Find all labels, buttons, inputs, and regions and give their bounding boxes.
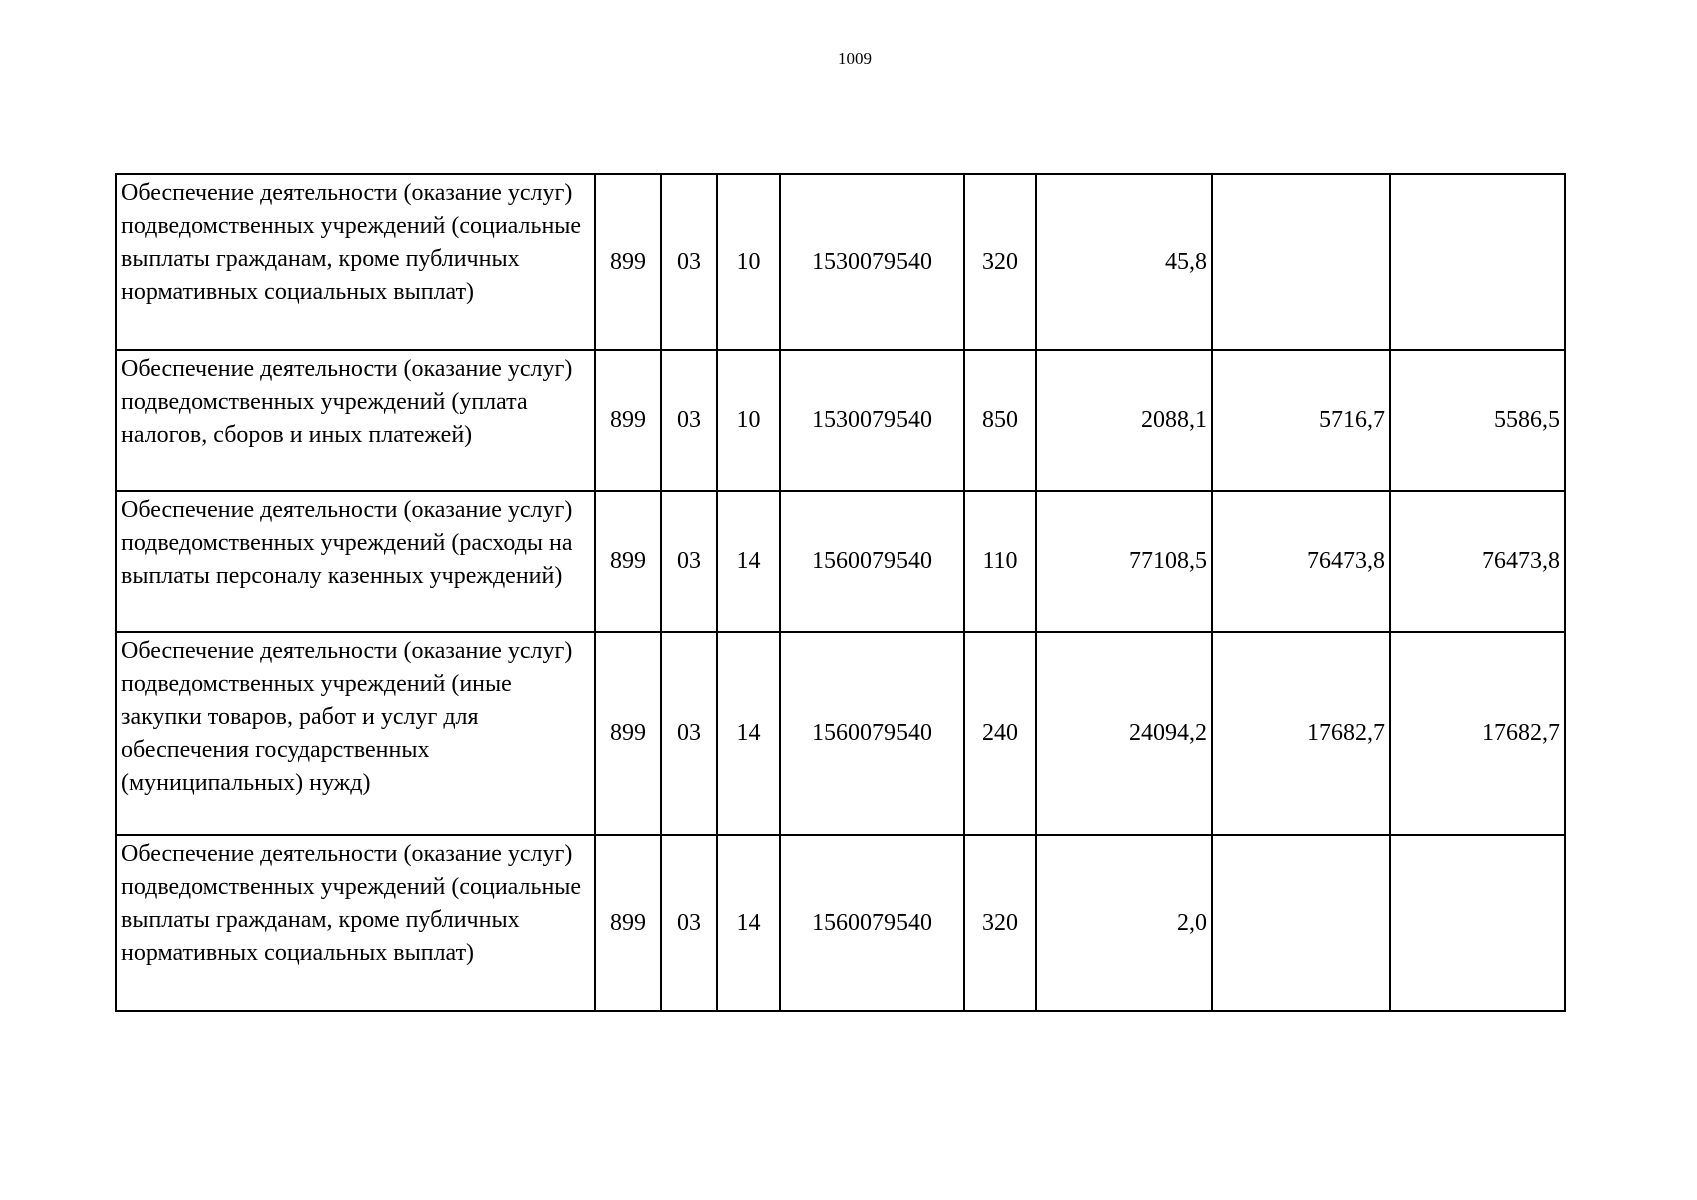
subsection-code: 14 <box>717 835 780 1011</box>
amount-year-2 <box>1212 174 1390 350</box>
amount-year-2: 5716,7 <box>1212 350 1390 491</box>
expense-type-code: 320 <box>964 835 1036 1011</box>
expense-type-code: 240 <box>964 632 1036 835</box>
amount-year-3 <box>1390 835 1565 1011</box>
table-row <box>116 350 1565 491</box>
section-code: 03 <box>661 632 717 835</box>
budget-table <box>115 173 1566 1012</box>
amount-year-3 <box>1390 174 1565 350</box>
ministry-code: 899 <box>595 350 661 491</box>
amount-year-1: 77108,5 <box>1036 491 1212 632</box>
amount-year-3: 17682,7 <box>1390 632 1565 835</box>
amount-year-1: 24094,2 <box>1036 632 1212 835</box>
subsection-code: 10 <box>717 174 780 350</box>
expense-type-code: 110 <box>964 491 1036 632</box>
section-code: 03 <box>661 174 717 350</box>
row-description: Обеспечение деятельности (оказание услуг) подведомственных учреждений (иные закупки товаров, работ и услуг для обеспечения государственных (муниципальных) нужд) <box>116 632 595 835</box>
amount-year-2 <box>1212 835 1390 1011</box>
expense-type-code: 320 <box>964 174 1036 350</box>
subsection-code: 14 <box>717 632 780 835</box>
table-row <box>116 491 1565 632</box>
amount-year-2: 76473,8 <box>1212 491 1390 632</box>
table-row <box>116 632 1565 835</box>
subsection-code: 14 <box>717 491 780 632</box>
row-description: Обеспечение деятельности (оказание услуг) подведомственных учреждений (социальные выплаты гражданам, кроме публичных нормативных социальных выплат) <box>116 835 595 1011</box>
section-code: 03 <box>661 491 717 632</box>
amount-year-2: 17682,7 <box>1212 632 1390 835</box>
target-article-code: 1560079540 <box>780 835 964 1011</box>
row-description: Обеспечение деятельности (оказание услуг) подведомственных учреждений (расходы на выплаты персоналу казенных учреждений) <box>116 491 595 632</box>
section-code: 03 <box>661 350 717 491</box>
expense-type-code: 850 <box>964 350 1036 491</box>
row-description: Обеспечение деятельности (оказание услуг) подведомственных учреждений (уплата налогов, сборов и иных платежей) <box>116 350 595 491</box>
target-article-code: 1530079540 <box>780 350 964 491</box>
ministry-code: 899 <box>595 835 661 1011</box>
table-row <box>116 835 1565 1011</box>
subsection-code: 10 <box>717 350 780 491</box>
ministry-code: 899 <box>595 174 661 350</box>
amount-year-1: 2088,1 <box>1036 350 1212 491</box>
amount-year-1: 45,8 <box>1036 174 1212 350</box>
section-code: 03 <box>661 835 717 1011</box>
target-article-code: 1560079540 <box>780 491 964 632</box>
row-description: Обеспечение деятельности (оказание услуг) подведомственных учреждений (социальные выплаты гражданам, кроме публичных нормативных социальных выплат) <box>116 174 595 350</box>
target-article-code: 1530079540 <box>780 174 964 350</box>
amount-year-3: 76473,8 <box>1390 491 1565 632</box>
amount-year-1: 2,0 <box>1036 835 1212 1011</box>
target-article-code: 1560079540 <box>780 632 964 835</box>
amount-year-3: 5586,5 <box>1390 350 1565 491</box>
page-number: 1009 <box>838 49 872 68</box>
ministry-code: 899 <box>595 632 661 835</box>
ministry-code: 899 <box>595 491 661 632</box>
table-row <box>116 174 1565 350</box>
